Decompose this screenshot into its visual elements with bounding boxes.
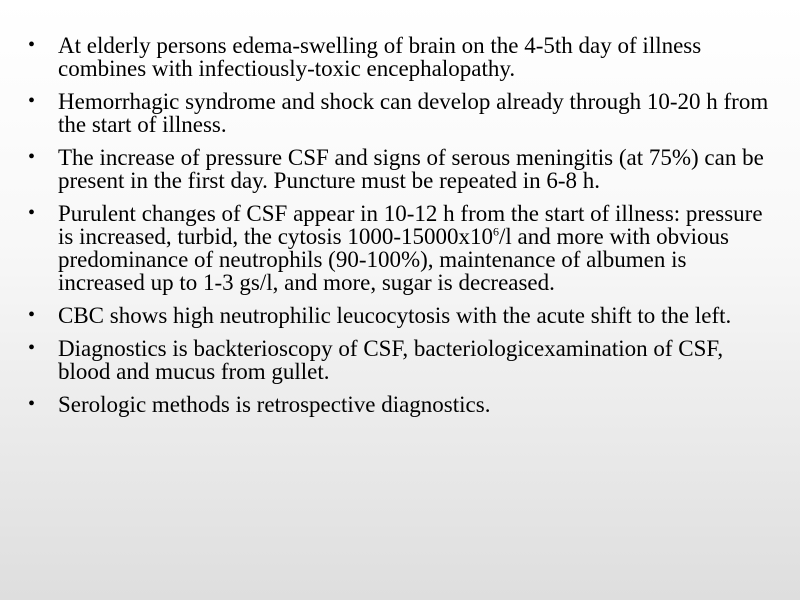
bullet-icon: • [28, 337, 36, 359]
superscript-exponent: 6 [493, 224, 500, 239]
bullet-icon: • [28, 393, 36, 415]
bullet-list [28, 34, 773, 426]
bullet-text: CBC shows high neutrophilic leucocytosis with the acute shift to the left. [58, 303, 732, 328]
bullet-text [58, 201, 763, 295]
bullet-item [28, 90, 773, 136]
bullet-item [28, 304, 773, 327]
bullet-icon: • [28, 304, 36, 326]
bullet-item [28, 202, 773, 294]
bullet-text: Diagnostics is backterioscopy of CSF, bacteriologicexamination of CSF, blood and mucus from gullet. [58, 336, 724, 384]
bullet-icon: • [28, 34, 36, 56]
bullet-item [28, 337, 773, 383]
bullet-item [28, 146, 773, 192]
bullet-text: Serologic methods is retrospective diagnostics. [58, 392, 491, 417]
bullet-icon: • [28, 202, 36, 224]
bullet-text: At elderly persons edema-swelling of brain on the 4-5th day of illness combines with infectiously-toxic encephalopathy. [58, 33, 702, 81]
bullet-item [28, 34, 773, 80]
bullet-text: Hemorrhagic syndrome and shock can develop already through 10-20 h from the start of illness. [58, 89, 769, 137]
bullet-text-before: Purulent changes of CSF appear in 10-12 h from the start of illness: pressure is increased, turbid, the cytosis 1000-15000x10 [58, 201, 763, 249]
bullet-item [28, 393, 773, 416]
bullet-text: The increase of pressure CSF and signs of serous meningitis (at 75%) can be present in the first day. Puncture must be repeated in 6-8 h. [58, 145, 764, 193]
bullet-icon: • [28, 90, 36, 112]
bullet-icon: • [28, 146, 36, 168]
bullet-text-after: /l and more with obvious predominance of neutrophils (90-100%), maintenance of albumen is increased up to 1-3 gs/l, and more, sugar is decreased. [58, 224, 729, 295]
